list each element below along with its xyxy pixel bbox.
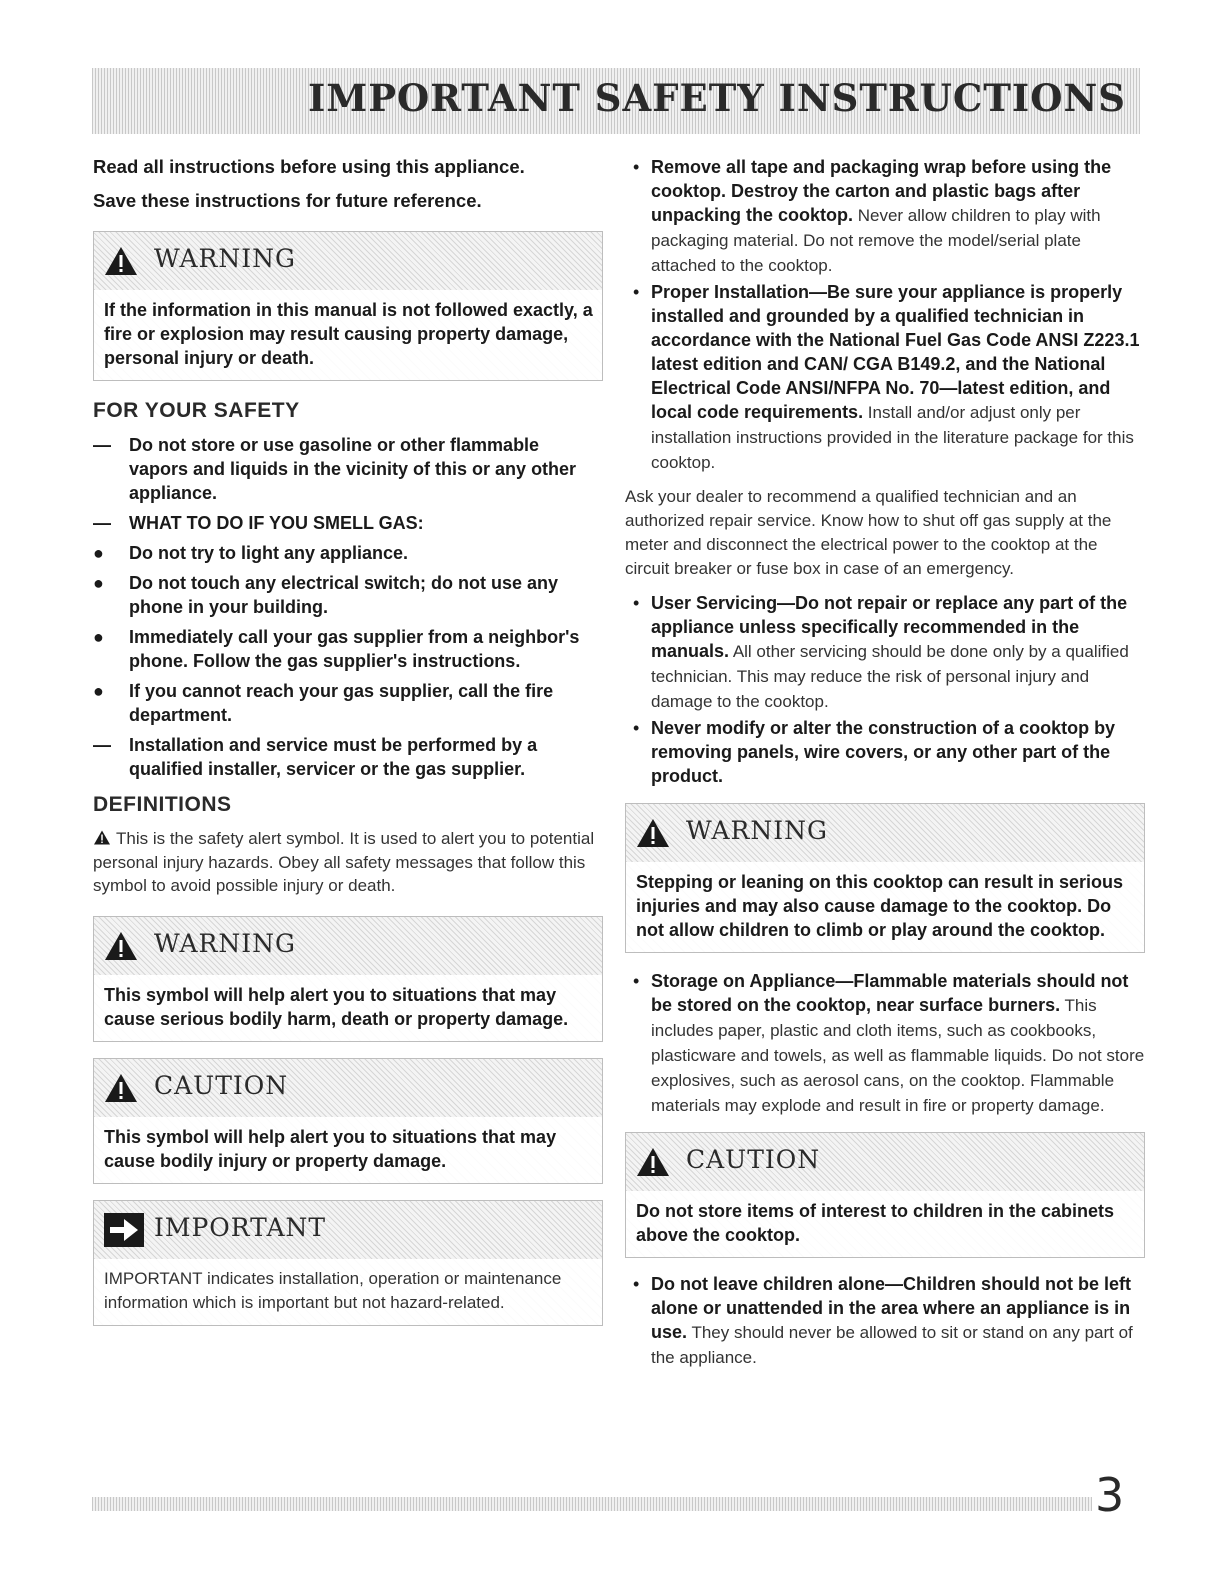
list-marker: ●: [93, 573, 104, 593]
arrow-right-icon: [104, 1213, 144, 1247]
definitions-text: This is the safety alert symbol. It is used to alert you to potential personal injury hazards. Obey all safety messages that follow this symbol to avoid possible injury or death.: [93, 829, 595, 895]
list-item: [93, 433, 603, 505]
list-marker: —: [93, 735, 111, 755]
list-item-text: Immediately call your gas supplier from a neighbor's phone. Follow the gas supplier's instructions.: [129, 627, 580, 671]
bullet-list-children: [625, 1272, 1145, 1370]
bullet-bold-text: Remove all tape and packaging wrap before using the cooktop. Destroy the carton and plastic bags after unpacking the cooktop.: [651, 157, 1112, 225]
warning-title: WARNING: [154, 244, 296, 273]
list-item-text: Do not touch any electrical switch; do not use any phone in your building.: [129, 573, 559, 617]
warning-title: WARNING: [686, 816, 828, 845]
caution-text: Do not store items of interest to children in the cabinets above the cooktop.: [626, 1191, 1144, 1257]
page-number: 3: [1095, 1468, 1125, 1522]
bullet-bold-text: User Servicing—Do not repair or replace any part of the appliance unless specifically recommended in the manuals.: [651, 593, 1128, 661]
warning-title: WARNING: [154, 928, 296, 958]
bullet-bold-text: Proper Installation—Be sure your appliance is properly installed and grounded by a qualified technician in accordance with the National Fuel Gas Code ANSI Z223.1 latest edition and CAN/ CGA B149.2, and the National Electrical Code ANSI/NFPA No. 70—latest edition, and local code requirements.: [651, 282, 1140, 422]
important-box: [93, 1200, 603, 1326]
list-item-text: Installation and service must be performed by a qualified installer, servicer or the gas supplier.: [129, 735, 538, 779]
bullet-bold-text: Never modify or alter the construction of a cooktop by removing panels, wire covers, or any other part of the product.: [651, 718, 1116, 786]
list-item: • User Servicing—Do not repair or replace any part of the appliance unless specifically recommended in the manuals. All other servicing should be done only by a qualified technician. This may reduce the risk of personal injury and damage to the cooktop.: [633, 593, 1129, 711]
warning-box-header: [94, 232, 602, 290]
list-item: [93, 625, 603, 673]
caution-title: CAUTION: [154, 1070, 289, 1100]
bullet-list-servicing: [625, 591, 1145, 789]
bullet-bold-text: Do not leave children alone—Children should not be left alone or unattended in the area where an appliance is in use.: [651, 1274, 1132, 1342]
safety-alert-icon: [104, 931, 138, 961]
list-item: • Never modify or alter the construction of a cooktop by removing panels, wire covers, or any other part of the product.: [633, 718, 1116, 786]
list-marker: ●: [93, 627, 104, 647]
safety-alert-icon: [104, 246, 138, 276]
important-box-header: [94, 1201, 602, 1259]
list-marker: ●: [93, 681, 104, 701]
warning-text: Stepping or leaning on this cooktop can result in serious injuries and may also cause damage to the cooktop. Do not allow children to climb or play around the cooktop.: [626, 862, 1144, 952]
safety-alert-icon: [636, 1147, 670, 1177]
bullet-normal-text: This includes paper, plastic and cloth items, such as cookbooks, plasticware and towels, as well as flammable liquids. Do not store explosives, such as aerosol cans, on the cooktop. Flammable materials may explode and result in fire or property damage.: [651, 996, 1145, 1115]
warning-box-header: [626, 804, 1144, 862]
warning-box-stepping: [625, 803, 1145, 953]
dealer-paragraph: Ask your dealer to recommend a qualified technician and an authorized repair service. Know how to shut off gas supply at the meter and disconnect the electrical power to the cooktop at the circuit breaker or fuse box in case of an emergency.: [625, 487, 1112, 578]
safety-list: [93, 433, 603, 781]
list-item: [93, 571, 603, 619]
definitions-paragraph: [93, 827, 603, 898]
safety-alert-icon: [104, 1073, 138, 1103]
list-item-text: Do not store or use gasoline or other flammable vapors and liquids in the vicinity of this or any other appliance.: [129, 435, 577, 503]
list-item: [93, 679, 603, 727]
list-marker: ●: [93, 543, 104, 563]
for-your-safety-heading: FOR YOUR SAFETY: [93, 399, 300, 422]
bullet-list-packaging: [625, 155, 1145, 475]
important-title: IMPORTANT: [154, 1212, 327, 1242]
list-marker: —: [93, 435, 111, 455]
important-text: IMPORTANT indicates installation, operation or maintenance information which is important but not hazard-related.: [94, 1259, 602, 1325]
bullet-normal-text: All other servicing should be done only by a qualified technician. This may reduce the risk of personal injury and damage to the cooktop.: [651, 642, 1129, 711]
bullet-normal-text: Install and/or adjust only per installation instructions provided in the literature package for this cooktop.: [651, 403, 1134, 472]
bullet-list-storage: [625, 969, 1145, 1118]
safety-alert-icon: [93, 830, 111, 845]
caution-box-header: [626, 1133, 1144, 1191]
bullet-normal-text: They should never be allowed to sit or stand on any part of the appliance.: [651, 1323, 1133, 1367]
caution-box-header: [94, 1059, 602, 1117]
safety-alert-icon: [636, 818, 670, 848]
list-item: [93, 733, 603, 781]
warning-box-fire: [93, 231, 603, 381]
list-item: • Proper Installation—Be sure your appliance is properly installed and grounded by a qualified technician in accordance with the National Fuel Gas Code ANSI Z223.1 latest edition and CAN/ CGA B149.2, and the National Electrical Code ANSI/NFPA No. 70—latest edition, and local code requirements. Install and/or adjust only per installation instructions provided in the literature package for this cooktop.: [633, 282, 1140, 472]
caution-text: This symbol will help alert you to situations that may cause bodily injury or property damage.: [94, 1117, 602, 1183]
list-item: • Remove all tape and packaging wrap before using the cooktop. Destroy the carton and plastic bags after unpacking the cooktop. Never allow children to play with packaging material. Do not remove the model/serial plate attached to the cooktop.: [633, 157, 1112, 275]
warning-box-definition: [93, 916, 603, 1042]
left-column: [93, 155, 603, 1326]
caution-box-definition: [93, 1058, 603, 1184]
list-marker: —: [93, 513, 111, 533]
definitions-heading: DEFINITIONS: [93, 793, 232, 816]
footer-bar: [92, 1497, 1092, 1511]
list-item-text: Do not try to light any appliance.: [129, 543, 409, 563]
warning-text: If the information in this manual is not followed exactly, a fire or explosion may result causing property damage, personal injury or death.: [94, 290, 602, 380]
bullet-normal-text: Never allow children to play with packaging material. Do not remove the model/serial plate attached to the cooktop.: [651, 206, 1101, 275]
title-banner: [92, 68, 1140, 134]
list-item-text: If you cannot reach your gas supplier, call the fire department.: [129, 681, 554, 725]
list-item: • Do not leave children alone—Children should not be left alone or unattended in the area where an appliance is in use. They should never be allowed to sit or stand on any part of the appliance.: [633, 1274, 1133, 1367]
intro-line-save: Save these instructions for future reference.: [93, 190, 482, 211]
warning-text: This symbol will help alert you to situations that may cause serious bodily harm, death or property damage.: [94, 975, 602, 1041]
right-column: [625, 155, 1145, 1376]
caution-title: CAUTION: [686, 1145, 821, 1174]
intro-line-read: Read all instructions before using this appliance.: [93, 156, 525, 177]
page-title: IMPORTANT SAFETY INSTRUCTIONS: [307, 76, 1126, 120]
list-item: [93, 541, 603, 565]
list-item-text: WHAT TO DO IF YOU SMELL GAS:: [129, 513, 424, 533]
warning-box-header: [94, 917, 602, 975]
bullet-bold-text: Storage on Appliance—Flammable materials should not be stored on the cooktop, near surface burners.: [651, 971, 1129, 1015]
caution-box-cabinets: [625, 1132, 1145, 1258]
list-item: [93, 511, 603, 535]
list-item: • Storage on Appliance—Flammable materials should not be stored on the cooktop, near surface burners. This includes paper, plastic and cloth items, such as cookbooks, plasticware and towels, as well as flammable liquids. Do not store explosives, such as aerosol cans, on the cooktop. Flammable materials may explode and result in fire or property damage.: [633, 971, 1145, 1115]
